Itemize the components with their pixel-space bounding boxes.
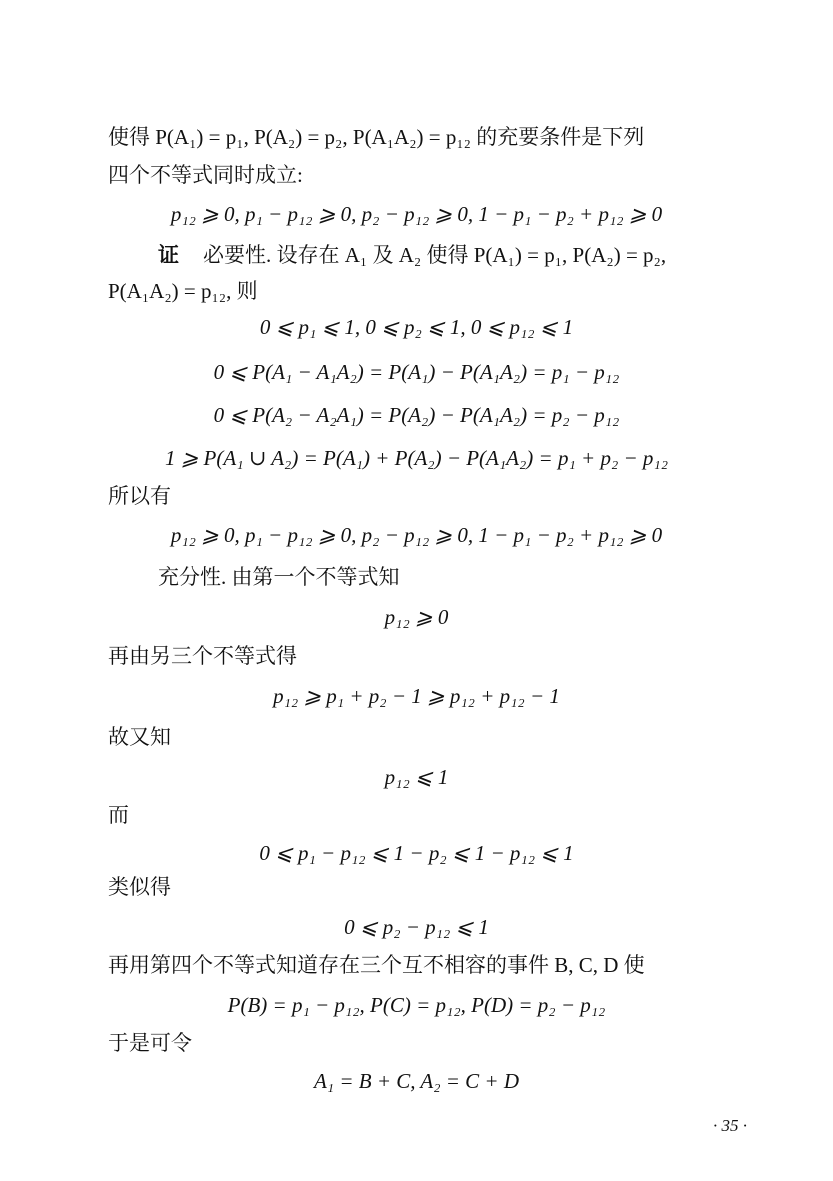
math-line: p₁₂ ⩾ 0 (384, 605, 449, 629)
text-line: 使得 P(A₁) = p₁, P(A₂) = p₂, P(A₁A₂) = p₁₂ 的充要条件是下列 (108, 125, 645, 149)
text-line: 类似得 (108, 875, 171, 899)
text-line: 故又知 (108, 725, 171, 749)
math-line: 0 ⩽ P(A₂ − A₂A₁) = P(A₂) − P(A₁A₂) = p₂ − p₁₂ (213, 403, 620, 427)
math-line: p₁₂ ⩾ 0, p₁ − p₁₂ ⩾ 0, p₂ − p₁₂ ⩾ 0, 1 − p₁ − p₂ + p₁₂ ⩾ 0 (170, 202, 663, 226)
math-line: p₁₂ ⩾ p₁ + p₂ − 1 ⩾ p₁₂ + p₁₂ − 1 (273, 684, 560, 708)
proof-label: 证 (158, 243, 179, 267)
math-line: p₁₂ ⩽ 1 (384, 765, 449, 789)
math-line: p₁₂ ⩾ 0, p₁ − p₁₂ ⩾ 0, p₂ − p₁₂ ⩾ 0, 1 − p₁ − p₂ + p₁₂ ⩾ 0 (170, 523, 663, 547)
text-line: 四个不等式同时成立: (108, 163, 303, 187)
math-line: 0 ⩽ P(A₁ − A₁A₂) = P(A₁) − P(A₁A₂) = p₁ − p₁₂ (213, 360, 620, 384)
text-line: 充分性. 由第一个不等式知 (158, 565, 400, 589)
math-line: 1 ⩾ P(A₁ ∪ A₂) = P(A₁) + P(A₂) − P(A₁A₂) = p₁ + p₂ − p₁₂ (164, 446, 669, 470)
math-line: 0 ⩽ p₁ − p₁₂ ⩽ 1 − p₂ ⩽ 1 − p₁₂ ⩽ 1 (259, 841, 574, 865)
math-line: P(B) = p₁ − p₁₂, P(C) = p₁₂, P(D) = p₂ − p₁₂ (227, 993, 606, 1017)
math-line: A₁ = B + C, A₂ = C + D (313, 1069, 520, 1093)
text-line: 再用第四个不等式知道存在三个互不相容的事件 B, C, D 使 (108, 953, 645, 977)
page-number: · 35 · (713, 1116, 747, 1135)
text-line: 于是可令 (108, 1031, 192, 1055)
text-line: 所以有 (108, 484, 171, 508)
text-line: 必要性. 设存在 A₁ 及 A₂ 使得 P(A₁) = p₁, P(A₂) = p₂, (203, 243, 667, 267)
math-line: 0 ⩽ p₁ ⩽ 1, 0 ⩽ p₂ ⩽ 1, 0 ⩽ p₁₂ ⩽ 1 (259, 315, 574, 339)
text-line: P(A₁A₂) = p₁₂, 则 (108, 279, 258, 303)
text-line: 而 (108, 803, 129, 827)
text-line: 再由另三个不等式得 (108, 644, 297, 668)
math-line: 0 ⩽ p₂ − p₁₂ ⩽ 1 (344, 915, 489, 939)
